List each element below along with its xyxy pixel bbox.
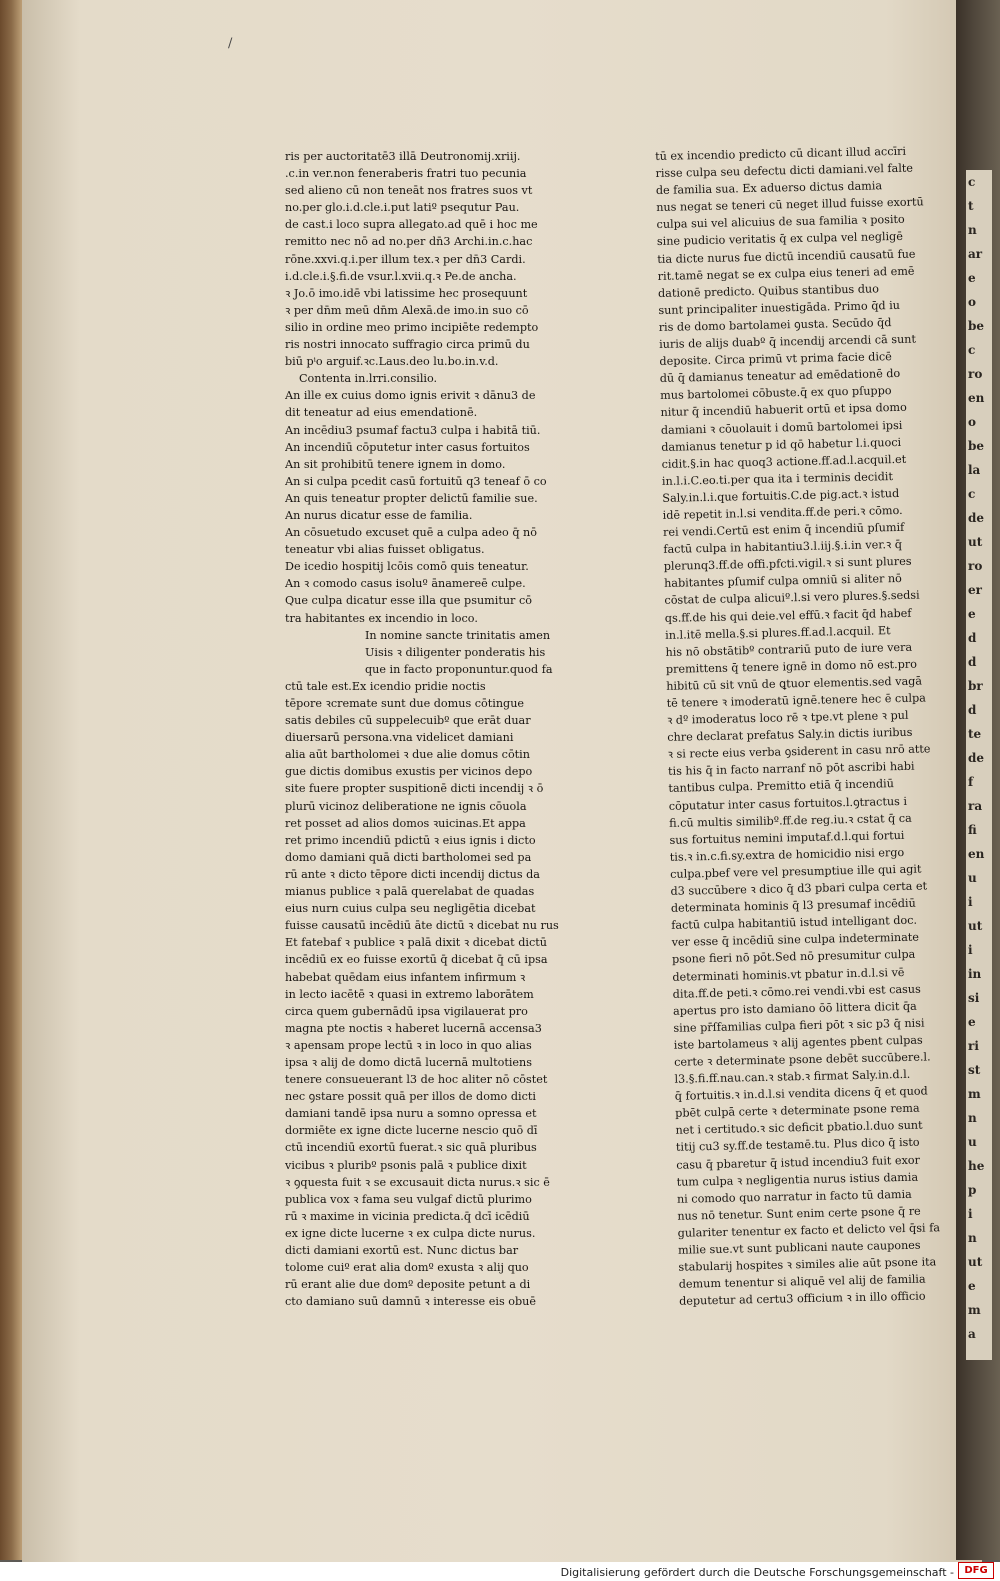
next-page-fragment: d — [968, 631, 977, 645]
right-column-text-line: tum culpa ꝛ negligentia nurus istius damia — [676, 1170, 919, 1189]
next-page-fragment: n — [968, 1231, 977, 1245]
left-column-text-line: rū erant alie due domº deposite petunt a di — [285, 1278, 531, 1292]
right-column-text-line: q̄ fortuitis.ꝛ in.d.l.si vendita dicens q̄ et quod — [674, 1084, 928, 1103]
left-column-text-line: alia aūt bartholomei ꝛ due alie domus cōtin — [285, 748, 530, 762]
left-column-text-line: satis debiles cū suppelecuibº que erāt duar — [285, 714, 531, 728]
left-column-text-line: biū pⁱo arguif.ꝛc.Laus.deo lu.bo.in.v.d. — [285, 355, 499, 369]
right-column-text-line: cōstat de culpa alicuiº.l.si vero plures.§.sedsi — [664, 588, 920, 608]
next-page-fragment: c — [968, 487, 976, 501]
next-page-fragment: ut — [968, 919, 983, 933]
right-column-text-line: factū culpa in habitantiu3.l.iij.§.i.in ver.ꝛ q̄ — [663, 538, 903, 557]
next-page-fragment: fi — [968, 823, 977, 837]
left-column-text-line: De icedio hospitij lcōis comō quis teneatur. — [285, 560, 529, 574]
next-page-fragment: be — [968, 319, 985, 333]
right-column-text-line: fi.cū multis similibº.ff.de reg.iu.ꝛ cstat q̄ ca — [669, 811, 912, 830]
left-column-text-line: damiani tandē ipsa nuru a somno opressa et — [285, 1107, 537, 1121]
left-column-text-line: ex igne dicte lucerne ꝛ ex culpa dicte nurus. — [285, 1226, 536, 1240]
right-column-text-line: plerunq3.ff.de offi.pfcti.vigil.ꝛ si sunt plures — [663, 554, 912, 574]
right-column-text-line: ni comodo quo narratur in facto tū damia — [676, 1187, 912, 1206]
right-column-text-line: tū ex incendio predicto cū dicant illud accīri — [655, 144, 907, 163]
right-column-text-line: gulariter tenentur ex facto et delicto vel q̄si fa — [677, 1221, 941, 1240]
right-column-text-line: deputetur ad certu3 officium ꝛ in illo officio — [679, 1289, 926, 1309]
right-column-text-line: dita.ff.de peti.ꝛ cōmo.rei vendi.vbi est casus — [672, 982, 921, 1001]
left-column-text-line: domo damiani quā dicti bartholomei sed pa — [285, 850, 532, 864]
left-column-text-line: Que culpa dicatur esse illa que psumitur cō — [285, 594, 532, 608]
left-column-text-line: ꝛ ꝯquesta fuit ꝛ se excusauit dicta nurus.ꝛ sic ē — [285, 1175, 550, 1189]
right-text-column — [655, 142, 969, 1310]
left-column-text-line: eius nurn cuius culpa seu negligētia dicebat — [285, 902, 536, 916]
right-column-text-line: casu q̄ pbaretur q̄ istud incendiu3 fuit exor — [676, 1153, 921, 1172]
right-column-text-line: mus bartolomei cōbuste.q̄ ex quo pſuppo — [660, 384, 892, 403]
next-page-fragment: d — [968, 703, 977, 717]
left-column-text-line: dit teneatur ad eius emendationē. — [285, 406, 478, 420]
right-column-text-line: culpa sui vel alicuius de sua familia ꝛ posito — [656, 213, 905, 232]
left-column-text-line: no.per glo.i.d.cle.i.put latiº psequtur Pau. — [285, 201, 520, 215]
left-column-text-line: tra habitantes ex incendio in loco. — [285, 611, 478, 625]
left-column-text-line: rōne.xxvi.q.i.per illum tex.ꝛ per dn̄3 Cardi. — [285, 252, 526, 266]
left-column-text-line: tolome cuiº erat alia domº exusta ꝛ alij quo — [285, 1261, 529, 1275]
left-column-text-line: publica vox ꝛ fama seu vulgaf dictū plurimo — [285, 1192, 532, 1206]
right-column-text-line: idē repetit in.l.si vendita.ff.de peri.ꝛ cōmo. — [662, 503, 903, 522]
left-column-text-line: circa quem gubernādū ipsa vigilauerat pro — [285, 1004, 528, 1018]
right-column-text-line: sunt principaliter inuestigāda. Primo q̄d iu — [658, 298, 901, 317]
next-page-fragment: c — [968, 343, 976, 357]
right-column-text-line: sine pr̄ſfamilias culpa fieri pōt ꝛ sic p3 q̄ nisi — [673, 1016, 925, 1035]
right-column-text-line: tantibus culpa. Premitto etiā q̄ incendiū — [668, 777, 895, 796]
right-column-text-line: damiani ꝛ cōuolauit i domū bartolomei ipsi — [660, 418, 903, 437]
right-column-text-line: in.l.itē mella.§.si plures.ff.ad.l.acquil. Et — [665, 623, 891, 642]
left-column-text-line: silio in ordine meo primo incipiēte redempto — [285, 320, 539, 334]
right-column-text-line: risse culpa seu defectu dicti damiani.vel falte — [655, 161, 914, 181]
left-column-text-line: ꝛ apensam prope lectū ꝛ in loco in quo alias — [285, 1038, 532, 1052]
right-column-text-line: premittens q̄ tenere ignē in domo nō est.pro — [665, 657, 918, 676]
right-column-text-line: certe ꝛ determinate psone debēt succūbere.l. — [674, 1050, 931, 1069]
right-column-text-line: his nō obstātibº contrariū puto de iure vera — [665, 640, 913, 659]
next-page-fragment: n — [968, 1111, 977, 1125]
left-column-text-line: rū ante ꝛ dicto tēpore dicti incendij dictus da — [285, 867, 540, 881]
next-page-fragment: ar — [968, 247, 983, 261]
next-page-fragment: n — [968, 223, 977, 237]
right-column-text-line: tia dicte nurus fue dictū incendiū causatū fue — [657, 247, 916, 266]
next-page-fragment: ut — [968, 1255, 983, 1269]
left-column-text-line: cto damiano suū damnū ꝛ interesse eis obuē — [285, 1295, 536, 1309]
left-column-text-line: sed alieno cū non teneāt nos fratres suos vt — [285, 184, 533, 198]
right-column-text-line: in.l.i.C.eo.ti.per qua ita i terminis decidit — [661, 469, 894, 488]
left-column-text-line: tenere consueuerant l3 de hoc aliter nō cōstet — [285, 1073, 548, 1087]
right-column-text-line: cōputatur inter casus fortuitos.l.ꝯtractus i — [668, 794, 908, 813]
right-column-text-line: rit.tamē negat se ex culpa eius teneri ad emē — [657, 264, 915, 283]
left-column-text-line: An ille ex cuius domo ignis erivit ꝛ dānu3 de — [285, 389, 536, 403]
right-column-text-line: dationē predicto. Quibus stantibus duo — [657, 282, 880, 300]
left-column-text-line: nec ꝯstare possit quā per illos de domo dicti — [285, 1090, 536, 1104]
right-column-text-line: ꝛ dº imoderatus loco rē ꝛ tpe.vt plene ꝛ pul — [666, 708, 909, 727]
right-column-text-line: nus nō tenetur. Sunt enim certe psone q̄ re — [677, 1204, 921, 1223]
right-column-text-line: net i certitudo.ꝛ sic deficit pbatio.l.duo sunt — [675, 1118, 923, 1138]
next-page-fragment: o — [968, 295, 977, 309]
next-page-fragment: si — [968, 991, 980, 1005]
next-page-fragment: u — [968, 1135, 977, 1149]
right-column-text-line: qs.ff.de his qui deie.vel effū.ꝛ facit q̄d habef — [664, 606, 912, 625]
left-column-text-line: Et fatebaf ꝛ publice ꝛ palā dixit ꝛ dicebat dictū — [285, 936, 547, 950]
next-page-fragment: ri — [968, 1039, 979, 1053]
right-column-text-line: tis his q̄ in facto narranf nō pōt ascribi habi — [667, 760, 915, 779]
left-column-text-line: incēdiū ex eo fuisse exortū q̄ dicebat q̄ cū ipsa — [285, 953, 548, 967]
next-page-edge — [966, 170, 992, 1360]
next-page-fragment: br — [968, 679, 983, 693]
next-page-fragment: de — [968, 751, 985, 765]
next-page-fragment: p — [968, 1183, 977, 1197]
margin-mark: / — [228, 36, 233, 51]
next-page-fragment: m — [968, 1087, 981, 1101]
next-page-fragment: m — [968, 1303, 981, 1317]
right-column-text-line: rei vendi.Certū est enim q̄ incendiū pſumif — [662, 520, 905, 539]
next-page-fragment: d — [968, 655, 977, 669]
left-column-text-line: diuersarū persona.vna videlicet damiani — [285, 731, 514, 745]
left-column-text-line: ret posset ad alios domos ꝛuicinas.Et appa — [285, 816, 526, 830]
next-page-fragment: f — [968, 775, 974, 789]
next-page-fragment: la — [968, 463, 981, 477]
left-column-text-line: i.d.cle.i.§.fi.de vsur.l.xvii.q.ꝛ Pe.de ancha. — [285, 269, 517, 283]
left-column-text-line: dicti damiani exortū est. Nunc dictus bar — [285, 1244, 519, 1257]
left-column-text-line: que in facto proponuntur.quod fa — [365, 662, 553, 676]
left-column-text-line: ꝛ per dn̄m meū dn̄m Alexā.de imo.in suo cō — [285, 303, 529, 317]
right-column-text-line: d3 succūbere ꝛ dico q̄ d3 pbari culpa certa et — [670, 879, 928, 898]
right-column-text-line: Saly.in.l.i.que fortuitis.C.de pig.act.ꝛ istud — [662, 486, 900, 505]
next-page-fragment: er — [968, 583, 982, 597]
next-page-fragment: en — [968, 847, 985, 861]
right-column-text-line: pbēt culpā certe ꝛ determinate psone rema — [675, 1101, 920, 1121]
next-page-fragment: i — [968, 895, 973, 909]
left-column-text-line: in lecto iacētē ꝛ quasi in extremo laborātem — [285, 987, 534, 1001]
next-page-fragment: ro — [968, 367, 983, 381]
left-column-text-line: ipsa ꝛ alij de domo dictā lucernā multotiens — [285, 1055, 532, 1069]
next-page-fragment: t — [968, 199, 974, 213]
right-column-text-line: stabularij hospites ꝛ similes alie aūt psone ita — [678, 1255, 937, 1274]
right-column-text-line: milie sue.vt sunt publicani naute caupones — [677, 1238, 921, 1257]
right-column-text-line: chre declarat prefatus Saly.in dictis iuribus — [667, 725, 913, 745]
left-column-text-line: ris nostri innocato suffragio circa primū du — [285, 338, 530, 352]
right-column-text-line: culpa.pbef vere vel presumptiue ille qui agit — [670, 862, 922, 881]
left-column-text-line: remitto nec nō ad no.per dn̄3 Archi.in.c.hac — [285, 235, 533, 249]
right-column-text-line: ꝛ si recte eius verba ꝯsiderent in casu nrō atte — [667, 742, 931, 762]
left-column-text-line: gue dictis domibus exustis per vicinos depo — [285, 765, 533, 779]
right-column-text-line: titij cu3 sy.ff.de testamē.tu. Plus dico q̄ isto — [675, 1136, 920, 1155]
left-column-text-line: rū ꝛ maxime in vicinia predicta.q̄ dcī icēdiū — [285, 1209, 530, 1223]
left-column-text-line: mianus publice ꝛ palā querelabat de quadas — [285, 885, 535, 899]
right-column-text-line: hibitū cū sit vnū de ꝗtuor elementis.sed vagā — [666, 674, 923, 693]
right-column-text-line: ver esse q̄ incēdiū sine culpa indeterminate — [671, 930, 920, 950]
next-page-fragment: de — [968, 511, 985, 525]
left-column-text-line: An quis teneatur propter delictū familie sue. — [285, 491, 538, 505]
left-column-text-line: ret primo incendiū pdictū ꝛ eius ignis i dicto — [285, 833, 536, 847]
next-page-fragment: i — [968, 1207, 973, 1221]
left-column-text-line: habebat quēdam eius infantem infirmum ꝛ — [285, 970, 526, 984]
right-column-text-line: iuris de alijs duabº q̄ incendij arcendi cā sunt — [658, 332, 917, 351]
next-page-fragment: be — [968, 439, 985, 453]
next-page-fragment: en — [968, 391, 985, 405]
left-column-text-line: Uisis ꝛ diligenter ponderatis his — [365, 645, 546, 659]
right-column-text-line: nus negat se teneri cū neget illud fuisse exortū — [656, 195, 924, 215]
left-column-text-line: fuisse causatū incēdiū āte dictū ꝛ dicebat nu rus — [285, 919, 559, 933]
right-column-text-line: sus fortuitus nemini imputaf.d.l.qui fortui — [669, 828, 905, 847]
left-column-text-line: tēpore ꝛcremate sunt due domus cōtingue — [285, 697, 525, 710]
left-column-text-line: teneatur vbi alias fuisset obligatus. — [285, 543, 485, 557]
left-column-text-line: de cast.i loco supra allegato.ad quē i hoc me — [285, 218, 538, 232]
right-column-text-line: de familia sua. Ex aduerso dictus damia — [655, 179, 883, 198]
next-page-fragment: e — [968, 271, 976, 285]
next-page-fragment: i — [968, 943, 973, 957]
left-column-text-line: In nomine sancte trinitatis amen — [365, 628, 551, 642]
right-column-text-line: damianus tenetur p id qō habetur l.i.quoci — [661, 435, 902, 454]
next-page-fragment: o — [968, 415, 977, 429]
left-column-text-line: site fuere propter suspitionē dicti incendij ꝛ ō — [285, 782, 544, 796]
right-column-text-line: cidit.§.in hac quoq3 actione.ff.ad.l.acquil.et — [661, 452, 907, 471]
right-column-text-line: apertus pro isto damiano ōō littera dicit q̄a — [672, 999, 917, 1018]
next-page-fragment: he — [968, 1159, 985, 1173]
left-text-column — [285, 148, 585, 1310]
next-page-fragment: e — [968, 1015, 976, 1029]
left-column-text-line: ctū tale est.Ex icendio pridie noctis — [285, 679, 486, 693]
right-column-text-line: deposite. Circa primū vt prima facie dicē — [659, 350, 892, 369]
next-page-fragment: ut — [968, 535, 983, 549]
right-column-text-line: dū q̄ damianus teneatur ad emēdationē do — [659, 367, 901, 386]
next-page-fragment: ra — [968, 799, 983, 813]
next-page-fragment: a — [968, 1327, 976, 1341]
right-column-text-line: demum tenentur si aliquē vel alij de familia — [678, 1272, 926, 1291]
next-page-fragment: u — [968, 871, 977, 885]
right-column-text-line: tis.ꝛ in.c.fi.sy.extra de homicidio nisi ergo — [669, 845, 905, 864]
next-page-fragment: in — [968, 967, 982, 981]
footer-bar — [0, 1562, 1000, 1581]
right-column-text-line: iste bartolameus ꝛ alij agentes pbent culpas — [673, 1033, 923, 1052]
left-column-text-line: plurū vicinoz deliberatione ne ignis cōuola — [285, 799, 527, 813]
funding-credit: Digitalisierung gefördert durch die Deutsche Forschungsgemeinschaft - — [560, 1566, 954, 1579]
left-column-text-line: Contenta in.lrri.consilio. — [299, 372, 438, 386]
left-column-text-line: An nurus dicatur esse de familia. — [285, 508, 473, 522]
left-column-text-line: ctū incendiū exortū fuerat.ꝛ sic quā pluribus — [285, 1141, 537, 1155]
right-column-text-line: sine pudicio veritatis q̄ ex culpa vel negligē — [656, 230, 904, 249]
right-column-text-line: determinati hominis.vt pbatur in.d.l.si vē — [672, 965, 905, 984]
right-column-text-line: determinata hominis q̄ l3 presumaf incēdiū — [670, 896, 916, 915]
right-column-text-line: ris de domo bartolamei ꝯusta. Secūdo q̄d — [658, 316, 892, 334]
next-page-fragment: te — [968, 727, 982, 741]
left-column-text-line: An incēdiu3 psumaf factu3 culpa i habitā tiū. — [285, 423, 541, 437]
right-column-text-line: factū culpa habitantiū istud intelligant doc. — [671, 913, 918, 933]
left-column-text-line: ris per auctoritatē3 illā Deutronomij.xriij. — [285, 150, 521, 163]
left-column-text-line: An cōsuetudo excuset quē a culpa adeo q̄ nō — [285, 526, 537, 540]
dfg-logo: DFG — [958, 1562, 994, 1579]
left-column-text-line: ꝛ Jo.ō imo.idē vbi latissime hec prosequunt — [285, 286, 528, 300]
right-column-text-line: nitur q̄ incendiū habuerit ortū et ipsa domo — [660, 401, 907, 420]
left-column-text-line: An incendiū cōputetur inter casus fortuitos — [285, 440, 530, 454]
next-page-fragment: ro — [968, 559, 983, 573]
next-page-fragment: e — [968, 1279, 976, 1293]
left-column-text-line: magna pte noctis ꝛ haberet lucernā accensa3 — [285, 1021, 542, 1035]
next-page-fragment: c — [968, 175, 976, 189]
next-page-fragment: st — [968, 1063, 981, 1077]
right-column-text-line: tē tenere ꝛ imoderatū ignē.tenere hec ē culpa — [666, 691, 926, 710]
right-column-text-line: l3.§.fi.ff.nau.can.ꝛ stab.ꝛ firmat Saly.in.d.l. — [674, 1067, 911, 1086]
next-page-fragment: e — [968, 607, 976, 621]
right-column-text-line: habitantes pſumif culpa omniū si aliter nō — [663, 572, 902, 591]
left-column-text-line: An sit prohibitū tenere ignem in domo. — [285, 457, 506, 471]
left-column-text-line: An ꝛ comodo casus isoluº ānamereē culpe. — [285, 577, 526, 591]
left-column-text-line: An si culpa pcedit casū fortuitū q3 teneaf ō co — [285, 474, 547, 488]
left-column-text-line: .c.in ver.non feneraberis fratri tuo pecunia — [285, 167, 527, 181]
right-column-text-line: psone fieri nō pōt.Sed nō presumitur culpa — [671, 948, 916, 967]
left-column-text-line: vicibus ꝛ pluribº psonis palā ꝛ publice dixit — [285, 1158, 527, 1172]
left-column-text-line: dormiēte ex igne dicte lucerne nescio quō dī — [285, 1124, 538, 1138]
